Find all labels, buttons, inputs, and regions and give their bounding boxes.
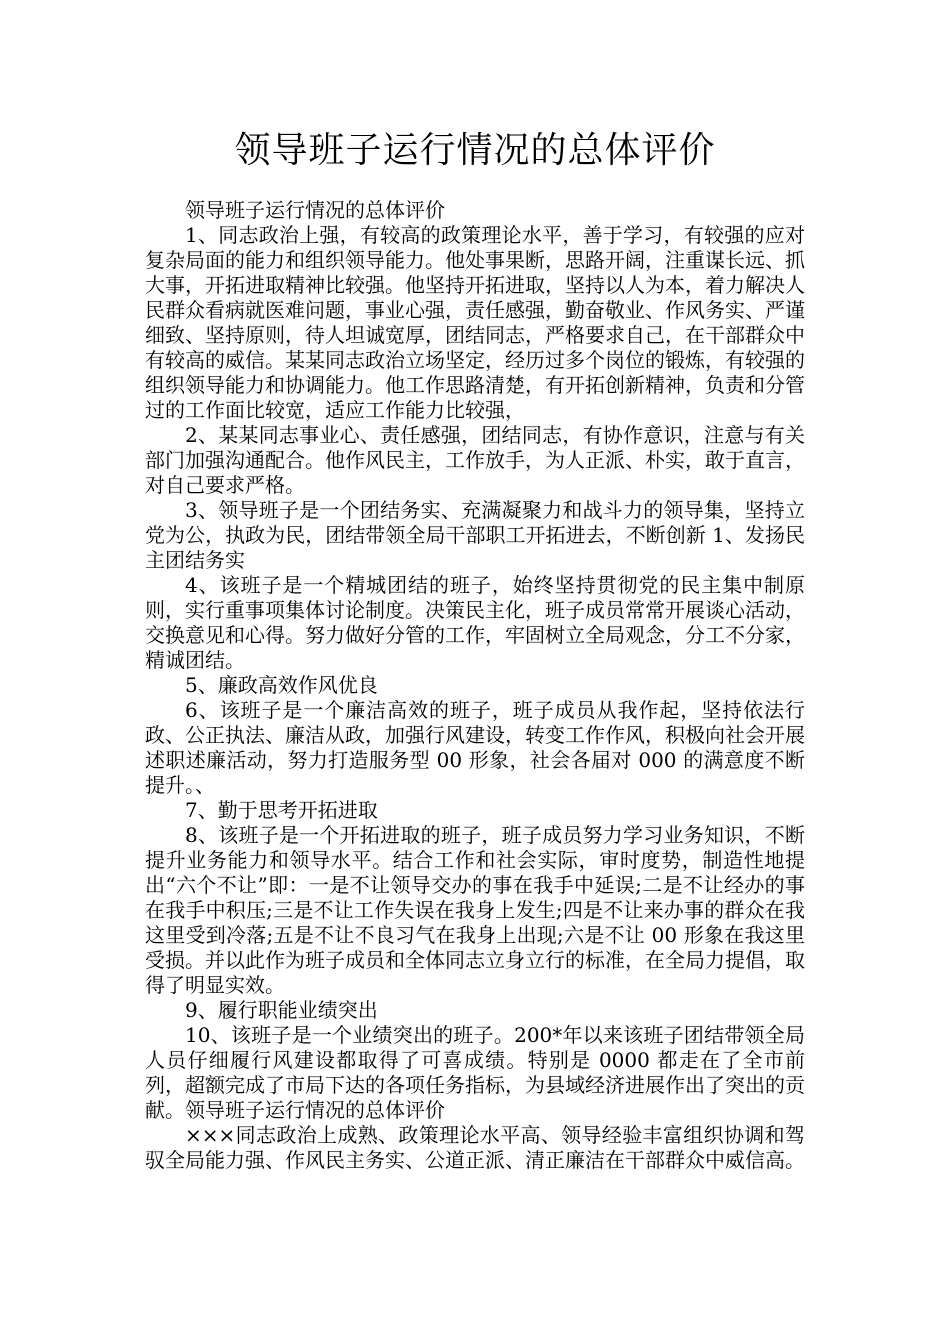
paragraph: 3、领导班子是一个团结务实、充满凝聚力和战斗力的领导集，坚持立党为公，执政为民，团结带领全局干部职工开拓进去，不断创新 1、发扬民主团结务实 [145, 498, 805, 572]
paragraph: 10、该班子是一个业绩突出的班子。200*年以来该班子团结带领全局人员仔细履行风建设都取得了可喜成绩。特别是 0000 都走在了全市前列，超额完成了市局下达的各项任务指标，为县域经济进展作出了突出的贡献。领导班子运行情况的总体评价 [145, 1023, 805, 1122]
paragraph: 6、该班子是一个廉洁高效的班子，班子成员从我作起，坚持依法行政、公正执法、廉洁从政，加强行风建设，转变工作作风，积极向社会开展述职述廉活动，努力打造服务型 00 形象，社会各届对 000 的满意度不断提升。、 [145, 698, 805, 797]
document-title: 领导班子运行情况的总体评价 [234, 130, 716, 171]
paragraph: ×××同志政治上成熟、政策理论水平高、领导经验丰富组织协调和驾驭全局能力强、作风民主务实、公道正派、清正廉洁在干部群众中威信高。 [145, 1123, 805, 1172]
paragraph: 1、同志政治上强，有较高的政策理论水平，善于学习，有较强的应对复杂局面的能力和组织领导能力。他处事果断，思路开阔，注重谋长远、抓大事，开拓进取精神比较强。他坚持开拓进取，坚持以人为本，着力解决人民群众看病就医难问题，事业心强，责任感强，勤奋敬业、作风务实、严谨细致、坚持原则，待人坦诚宽厚，团结同志，严格要求自己，在干部群众中有较高的威信。某某同志政治立场坚定，经历过多个岗位的锻炼，有较强的组织领导能力和协调能力。他工作思路清楚，有开拓创新精神，负责和分管过的工作面比较宽，适应工作能力比较强， [145, 223, 805, 422]
paragraph: 领导班子运行情况的总体评价 [185, 198, 445, 222]
paragraph: 5、廉政高效作风优良 [185, 673, 378, 697]
document-body [145, 198, 805, 1173]
paragraph: 4、该班子是一个精城团结的班子，始终坚持贯彻党的民主集中制原则，实行重事项集体讨论制度。决策民主化，班子成员常常开展谈心活动，交换意见和心得。努力做好分管的工作，牢固树立全局观念，分工不分家，精诚团结。 [145, 573, 805, 672]
paragraph: 9、履行职能业绩突出 [185, 998, 378, 1022]
paragraph: 2、某某同志事业心、责任感强，团结同志，有协作意识，注意与有关部门加强沟通配合。他作风民主，工作放手，为人正派、朴实，敢于直言，对自己要求严格。 [145, 423, 805, 497]
paragraph: 8、该班子是一个开拓进取的班子，班子成员努力学习业务知识，不断提升业务能力和领导水平。结合工作和社会实际，审时度势，制造性地提出“六个不让”即：一是不让领导交办的事在我手中延误;二是不让经办的事在我手中积压;三是不让工作失误在我身上发生;四是不让来办事的群众在我这里受到冷落;五是不让不良习气在我身上出现;六是不让 00 形象在我这里受损。并以此作为班子成员和全体同志立身立行的标准，在全局力提倡，取得了明显实效。 [145, 823, 805, 997]
paragraph: 7、勤于思考开拓进取 [185, 798, 378, 822]
